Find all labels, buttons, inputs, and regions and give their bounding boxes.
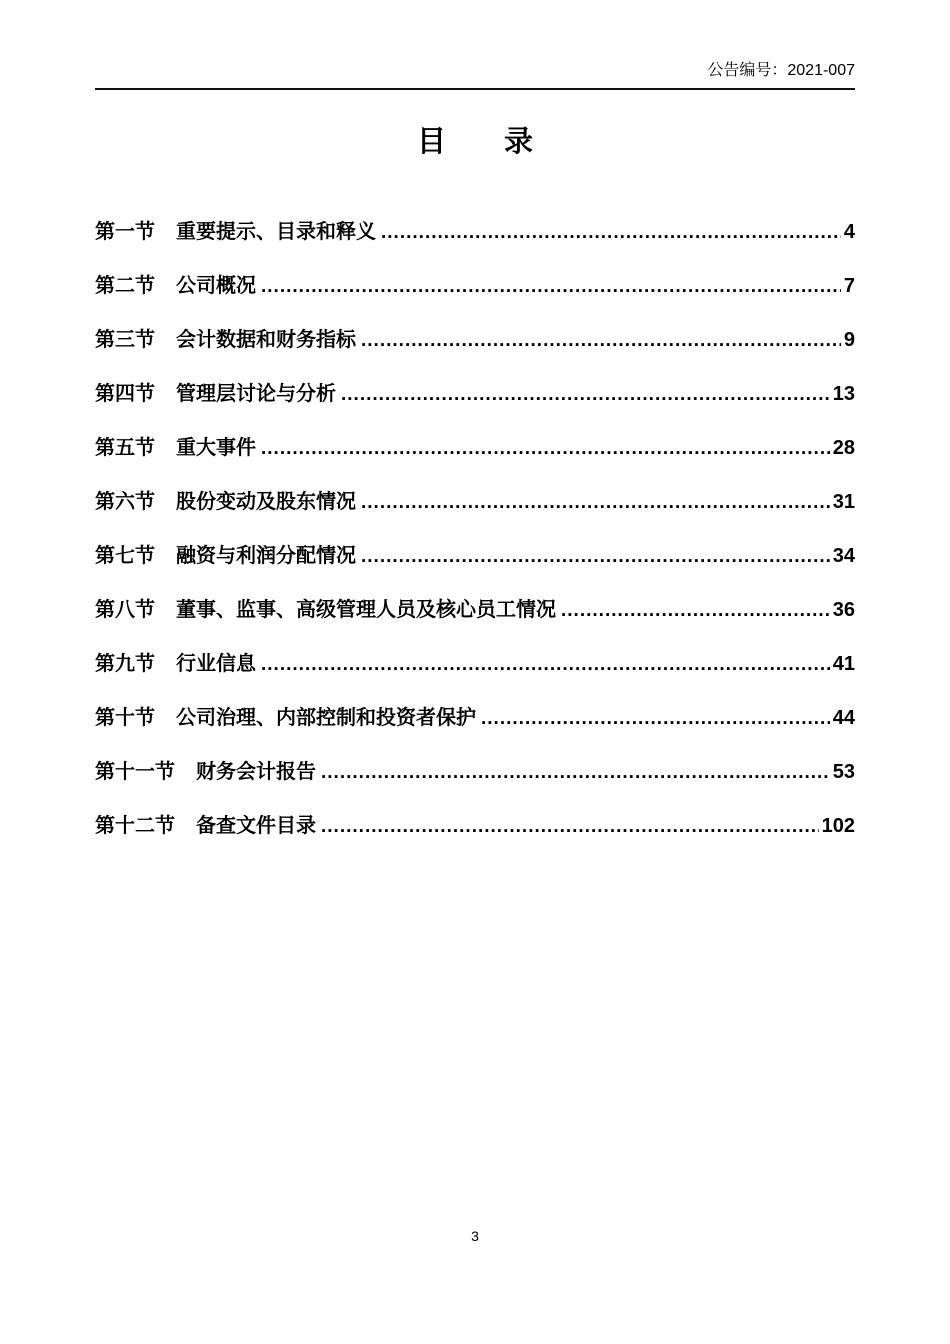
dot-leader: [341, 382, 830, 407]
toc-entry: [95, 652, 855, 677]
toc-entry-label: 第二节: [95, 275, 155, 297]
toc-entry-label: 第十一节: [95, 761, 175, 783]
toc-entry-page: 34: [832, 545, 855, 567]
toc-entry-title: 公司概况: [176, 275, 256, 297]
toc-entry-page: 4: [843, 221, 855, 243]
toc-entry-title: 财务会计报告: [196, 761, 316, 783]
toc-entry-label: 第七节: [95, 545, 155, 567]
page-header: [95, 0, 855, 82]
toc-entry-title: 行业信息: [176, 653, 256, 675]
toc-entry-label: 第四节: [95, 383, 155, 405]
toc-entry-page: 9: [843, 329, 855, 351]
toc-entry-title: 董事、监事、高级管理人员及核心员工情况: [176, 599, 556, 621]
toc-entry-label: 第五节: [95, 437, 155, 459]
dot-leader: [261, 274, 841, 299]
toc-entry: [95, 382, 855, 407]
toc-entry-title: 重要提示、目录和释义: [176, 221, 376, 243]
header-rule: [95, 88, 855, 90]
toc-entry-page: 53: [832, 761, 855, 783]
toc-entry-page: 31: [832, 491, 855, 513]
toc-entry: [95, 436, 855, 461]
toc-entry: [95, 490, 855, 515]
toc-entry-page: 41: [832, 653, 855, 675]
toc-entry-page: 44: [832, 707, 855, 729]
dot-leader: [361, 544, 830, 569]
toc-entry-page: 28: [832, 437, 855, 459]
toc-entry-label: 第九节: [95, 653, 155, 675]
toc-entry-label: 第十节: [95, 707, 155, 729]
toc-entry-page: 36: [832, 599, 855, 621]
toc-entry: [95, 220, 855, 245]
dot-leader: [361, 490, 830, 515]
dot-leader: [381, 220, 841, 245]
dot-leader: [361, 328, 841, 353]
toc-entry-title: 融资与利润分配情况: [176, 545, 356, 567]
dot-leader: [561, 598, 830, 623]
toc-entry-label: 第八节: [95, 599, 155, 621]
toc-entry-title: 重大事件: [176, 437, 256, 459]
dot-leader: [321, 814, 819, 839]
toc-entry-title: 管理层讨论与分析: [176, 383, 336, 405]
toc-entry-title: 会计数据和财务指标: [176, 329, 356, 351]
toc-entry-title: 股份变动及股东情况: [176, 491, 356, 513]
dot-leader: [481, 706, 830, 731]
page-footer: [0, 1228, 950, 1244]
toc-entry: [95, 544, 855, 569]
toc-entry: [95, 814, 855, 839]
toc-entry: [95, 274, 855, 299]
toc-entry-title: 公司治理、内部控制和投资者保护: [176, 707, 476, 729]
table-of-contents: [95, 220, 855, 839]
toc-entry-label: 第一节: [95, 221, 155, 243]
toc-entry-label: 第六节: [95, 491, 155, 513]
toc-entry-label: 第三节: [95, 329, 155, 351]
toc-entry: [95, 706, 855, 731]
toc-entry-page: 7: [843, 275, 855, 297]
announcement-number: 公告编号：2021-007: [707, 62, 855, 79]
dot-leader: [261, 436, 830, 461]
footer-page-number: 3: [471, 1228, 479, 1244]
toc-entry-page: 13: [832, 383, 855, 405]
toc-entry: [95, 328, 855, 353]
toc-entry-label: 第十二节: [95, 815, 175, 837]
dot-leader: [261, 652, 830, 677]
toc-entry: [95, 760, 855, 785]
toc-entry-page: 102: [821, 815, 855, 837]
toc-entry-title: 备查文件目录: [196, 815, 316, 837]
page-title: 目 录: [416, 126, 533, 158]
toc-entry: [95, 598, 855, 623]
dot-leader: [321, 760, 830, 785]
